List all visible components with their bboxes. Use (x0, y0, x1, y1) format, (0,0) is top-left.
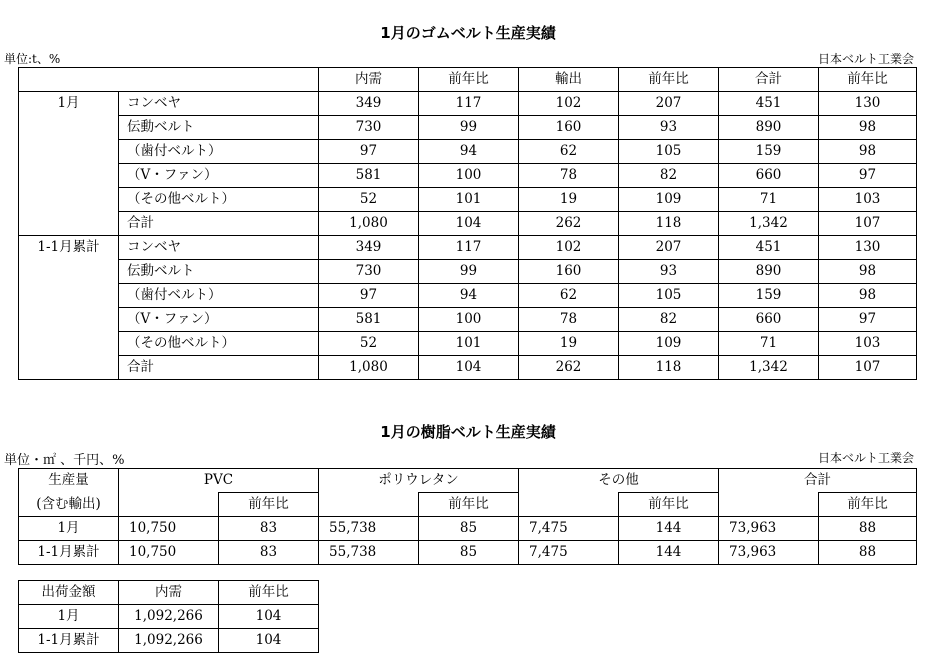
value-cell: 85 (419, 541, 519, 565)
value-cell: 262 (519, 212, 619, 236)
yoy-header: 前年比 (219, 493, 319, 517)
table-row (19, 629, 319, 653)
value-cell: 451 (719, 92, 819, 116)
value-cell: 103 (819, 188, 917, 212)
value-cell: 1,080 (319, 356, 419, 380)
header-row (19, 581, 319, 605)
value-cell: 660 (719, 308, 819, 332)
value-cell: 10,750 (119, 517, 219, 541)
table-row (19, 92, 917, 116)
value-cell: 105 (619, 284, 719, 308)
group-header: PVC (119, 469, 319, 493)
value-cell: 7,475 (519, 541, 619, 565)
value-cell: 93 (619, 116, 719, 140)
value-cell: 1,092,266 (119, 605, 219, 629)
table-row (19, 308, 917, 332)
value-cell: 98 (819, 260, 917, 284)
value-cell: 890 (719, 116, 819, 140)
row-label: コンベヤ (119, 236, 319, 260)
value-cell: 71 (719, 188, 819, 212)
value-cell: 62 (519, 140, 619, 164)
value-cell: 73,963 (719, 517, 819, 541)
blank-subheader (319, 493, 419, 517)
table-row (19, 517, 917, 541)
table-row (19, 332, 917, 356)
row-label: 1-1月累計 (19, 541, 119, 565)
rubber-unit: 単位:t、% (4, 52, 61, 66)
value-cell: 99 (419, 116, 519, 140)
value-cell: 10,750 (119, 541, 219, 565)
value-cell: 78 (519, 164, 619, 188)
value-cell: 97 (819, 308, 917, 332)
value-cell: 1,080 (319, 212, 419, 236)
header-row (19, 68, 917, 92)
resin-source: 日本ベルト工業会 (817, 451, 914, 465)
value-cell: 105 (619, 140, 719, 164)
value-cell: 99 (419, 260, 519, 284)
value-cell: 73,963 (719, 541, 819, 565)
subheader-row (19, 493, 917, 517)
rubber-source: 日本ベルト工業会 (817, 52, 914, 66)
table-row (19, 260, 917, 284)
value-cell: 7,475 (519, 517, 619, 541)
value-cell: 71 (719, 332, 819, 356)
value-cell: 1,342 (719, 356, 819, 380)
value-cell: 104 (419, 356, 519, 380)
value-cell: 52 (319, 188, 419, 212)
column-header: 前年比 (819, 68, 917, 92)
value-cell: 19 (519, 188, 619, 212)
value-cell: 97 (319, 284, 419, 308)
rubber-belt-table (18, 67, 917, 380)
value-cell: 101 (419, 188, 519, 212)
table-row (19, 140, 917, 164)
column-header: 合計 (719, 68, 819, 92)
value-cell: 117 (419, 92, 519, 116)
resin-title: 1月の樹脂ベルト生産実績 (380, 423, 556, 441)
row-label: （V・ファン） (119, 308, 319, 332)
blank-subheader (119, 493, 219, 517)
column-header: 前年比 (419, 68, 519, 92)
value-cell: 118 (619, 356, 719, 380)
table-row (19, 212, 917, 236)
value-cell: 207 (619, 236, 719, 260)
value-cell: 159 (719, 140, 819, 164)
value-cell: 144 (619, 517, 719, 541)
value-cell: 82 (619, 164, 719, 188)
table-row (19, 188, 917, 212)
row-label: コンベヤ (119, 92, 319, 116)
value-cell: 160 (519, 260, 619, 284)
table-row (19, 116, 917, 140)
value-cell: 94 (419, 284, 519, 308)
value-cell: 100 (419, 308, 519, 332)
corner-cell (19, 68, 319, 92)
row-label: （その他ベルト） (119, 188, 319, 212)
value-cell: 144 (619, 541, 719, 565)
value-cell: 52 (319, 332, 419, 356)
row-label: 1月 (19, 517, 119, 541)
value-cell: 83 (219, 517, 319, 541)
table-row (19, 605, 319, 629)
value-cell: 581 (319, 164, 419, 188)
value-cell: 451 (719, 236, 819, 260)
shipment-value-table (18, 580, 319, 653)
resin-belt-table (18, 468, 917, 565)
value-cell: 262 (519, 356, 619, 380)
value-cell: 104 (419, 212, 519, 236)
value-cell: 130 (819, 236, 917, 260)
value-cell: 19 (519, 332, 619, 356)
value-cell: 55,738 (319, 541, 419, 565)
value-cell: 101 (419, 332, 519, 356)
group-label: 1-1月累計 (19, 236, 119, 380)
value-cell: 93 (619, 260, 719, 284)
blank-subheader (719, 493, 819, 517)
value-cell: 78 (519, 308, 619, 332)
blank-subheader (519, 493, 619, 517)
corner-bottom: (含む輸出) (19, 493, 119, 517)
value-cell: 130 (819, 92, 917, 116)
value-cell: 98 (819, 116, 917, 140)
group-header: 合計 (719, 469, 917, 493)
value-cell: 660 (719, 164, 819, 188)
row-label: 1-1月累計 (19, 629, 119, 653)
row-label: （歯付ベルト） (119, 140, 319, 164)
value-cell: 1,092,266 (119, 629, 219, 653)
header-row (19, 469, 917, 493)
value-cell: 730 (319, 116, 419, 140)
value-cell: 159 (719, 284, 819, 308)
row-label: （その他ベルト） (119, 332, 319, 356)
table-row (19, 236, 917, 260)
value-cell: 109 (619, 332, 719, 356)
column-header: 前年比 (619, 68, 719, 92)
row-label: 合計 (119, 356, 319, 380)
group-header: その他 (519, 469, 719, 493)
value-cell: 117 (419, 236, 519, 260)
row-label: 伝動ベルト (119, 260, 319, 284)
row-label: 1月 (19, 605, 119, 629)
column-header: 輸出 (519, 68, 619, 92)
value-cell: 1,342 (719, 212, 819, 236)
value-cell: 102 (519, 236, 619, 260)
column-header: 前年比 (219, 581, 319, 605)
column-header: 出荷金額 (19, 581, 119, 605)
value-cell: 103 (819, 332, 917, 356)
value-cell: 349 (319, 236, 419, 260)
value-cell: 82 (619, 308, 719, 332)
group-label: 1月 (19, 92, 119, 236)
value-cell: 88 (819, 517, 917, 541)
value-cell: 730 (319, 260, 419, 284)
value-cell: 890 (719, 260, 819, 284)
yoy-header: 前年比 (619, 493, 719, 517)
value-cell: 97 (819, 164, 917, 188)
value-cell: 85 (419, 517, 519, 541)
value-cell: 118 (619, 212, 719, 236)
table-row (19, 356, 917, 380)
value-cell: 98 (819, 140, 917, 164)
value-cell: 88 (819, 541, 917, 565)
value-cell: 102 (519, 92, 619, 116)
value-cell: 207 (619, 92, 719, 116)
value-cell: 104 (219, 605, 319, 629)
column-header: 内需 (319, 68, 419, 92)
row-label: 伝動ベルト (119, 116, 319, 140)
value-cell: 97 (319, 140, 419, 164)
value-cell: 94 (419, 140, 519, 164)
value-cell: 349 (319, 92, 419, 116)
value-cell: 98 (819, 284, 917, 308)
value-cell: 83 (219, 541, 319, 565)
value-cell: 107 (819, 356, 917, 380)
row-label: （歯付ベルト） (119, 284, 319, 308)
yoy-header: 前年比 (419, 493, 519, 517)
value-cell: 62 (519, 284, 619, 308)
rubber-title: 1月のゴムベルト生産実績 (380, 24, 556, 42)
table-row (19, 164, 917, 188)
value-cell: 104 (219, 629, 319, 653)
value-cell: 55,738 (319, 517, 419, 541)
value-cell: 109 (619, 188, 719, 212)
value-cell: 581 (319, 308, 419, 332)
table-row (19, 284, 917, 308)
group-header: ポリウレタン (319, 469, 519, 493)
value-cell: 100 (419, 164, 519, 188)
value-cell: 160 (519, 116, 619, 140)
corner-top: 生産量 (19, 469, 119, 493)
column-header: 内需 (119, 581, 219, 605)
value-cell: 107 (819, 212, 917, 236)
resin-unit: 単位・㎡ 、千円、% (4, 453, 125, 468)
yoy-header: 前年比 (819, 493, 917, 517)
table-row (19, 541, 917, 565)
row-label: 合計 (119, 212, 319, 236)
row-label: （V・ファン） (119, 164, 319, 188)
